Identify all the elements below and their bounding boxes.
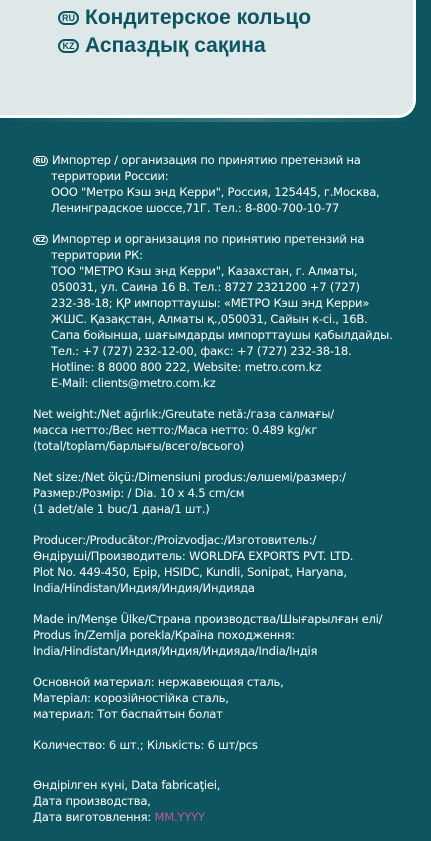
producer-line: India/Hindistan/Индия/Индия/Индиядa	[33, 581, 255, 595]
importer-kz-line: Сапа бойынша, шағымдарды импорттаушы қабылдайды.	[51, 328, 393, 342]
header-divider	[0, 118, 416, 122]
producer-line: Өндіруші/Производитель: WORLDFA EXPORTS PVT. LTD.	[33, 549, 354, 563]
net-size-line: (1 adet/ale 1 buc/1 дана/1 шт.)	[33, 502, 210, 516]
producer-line: Plot No. 449-450, Epip, HSIDC, Kundli, Sonipat, Haryana,	[33, 565, 347, 579]
importer-kz-line: территории РК:	[51, 248, 143, 262]
product-title-ru: Кондитерское кольцо	[85, 6, 312, 29]
made-in-line: Produs în/Zemlja porekla/Країна походження:	[33, 628, 295, 642]
importer-kz-line: Тел.: +7 (727) 232-12-00, факс: +7 (727) 232-38-18.	[51, 344, 352, 358]
net-weight-line: Net weight:/Net ağırlık:/Greutate netă:/газа салмағы/	[33, 407, 334, 421]
quantity-line: Количество: 6 шт.; Кількість: 6 шт/pcs	[33, 738, 258, 752]
manufacture-date-label: Дата виготовлення:	[33, 810, 155, 824]
ru-language-badge-small: RU	[33, 156, 48, 166]
net-weight-block	[33, 406, 423, 454]
importer-ru-line: Ленинградское шоссе,71Г. Тел.: 8-800-700-10-77	[51, 201, 340, 215]
manufacture-date-line: Дата производства,	[33, 794, 151, 808]
manufacture-date-line	[33, 809, 423, 825]
made-in-line: India/Hindistan/Индия/Индия/Индиядa/India/Індія	[33, 644, 318, 658]
title-kz-row	[58, 34, 266, 58]
manufacture-date-value: MM.YYYY	[154, 810, 205, 824]
producer-block	[33, 532, 423, 596]
ru-language-badge: RU	[58, 11, 79, 25]
title-ru-row	[58, 6, 311, 30]
importer-kz-line: ЖШС. Қазақстан, Алматы қ.,050031, Сайын к-сі., 16В.	[51, 312, 368, 326]
quantity-block	[33, 737, 423, 753]
made-in-block	[33, 611, 423, 659]
made-in-line: Made in/Menşe Ülke/Страна производства/Шығарылған елі/	[33, 612, 383, 626]
importer-ru-block	[33, 152, 423, 216]
material-line: Матеріал: корозійностійка сталь,	[33, 691, 229, 705]
producer-line: Producer:/Producător:/Proizvodjac:/Изготовитель:/	[33, 533, 317, 547]
net-weight-line: (total/toplam/барлығы/всего/всього)	[33, 439, 245, 453]
kz-language-badge: KZ	[58, 39, 79, 53]
importer-kz-line: KZ Импортер и организация по принятию претензий на	[33, 231, 423, 247]
importer-kz-line: 050031, ул. Саина 16 В. Тел.: 8727 2321200 +7 (727)	[51, 280, 360, 294]
importer-kz-block	[33, 231, 423, 391]
net-weight-line: масса нетто:/Вес нетто:/Маса нетто: 0.489 kg/кг	[33, 423, 318, 437]
importer-ru-line: ООО "Метро Кэш энд Керри", Россия, 125445, г.Москва,	[51, 185, 380, 199]
net-size-line: Net size:/Net ölçü:/Dimensiuni produs:/өлшемі/размер:/	[33, 470, 346, 484]
importer-kz-line: E-Mail: clients@metro.com.kz	[51, 376, 216, 390]
importer-kz-line: Hotline: 8 8000 800 222, Website: metro.com.kz	[51, 360, 322, 374]
net-size-line: Размер:/Розмір: / Dia. 10 x 4.5 cm/см	[33, 486, 245, 500]
importer-ru-line: RU Импортер / организация по принятию претензий на	[33, 152, 423, 168]
manufacture-date-block	[33, 777, 423, 825]
importer-kz-line: ТОО "МЕТРО Кэш энд Керри", Казахстан, г. Алматы,	[51, 264, 358, 278]
material-line: материал: Тот баспайтын болат	[33, 707, 223, 721]
label-content	[33, 152, 423, 840]
manufacture-date-line: Өндірілген күні, Data fabricaţiei,	[33, 778, 221, 792]
header-panel	[0, 0, 416, 118]
material-block	[33, 674, 423, 722]
kz-language-badge-small: KZ	[33, 235, 48, 245]
material-line: Основной материал: нержавеющая сталь,	[33, 675, 284, 689]
importer-ru-line: территории России:	[51, 169, 169, 183]
net-size-block	[33, 469, 423, 517]
importer-kz-line: 232-38-18; ҚР импорттаушы: «МЕТРО Кэш энд Керри»	[51, 296, 370, 310]
product-title-kz: Аспаздық сақина	[85, 34, 266, 57]
